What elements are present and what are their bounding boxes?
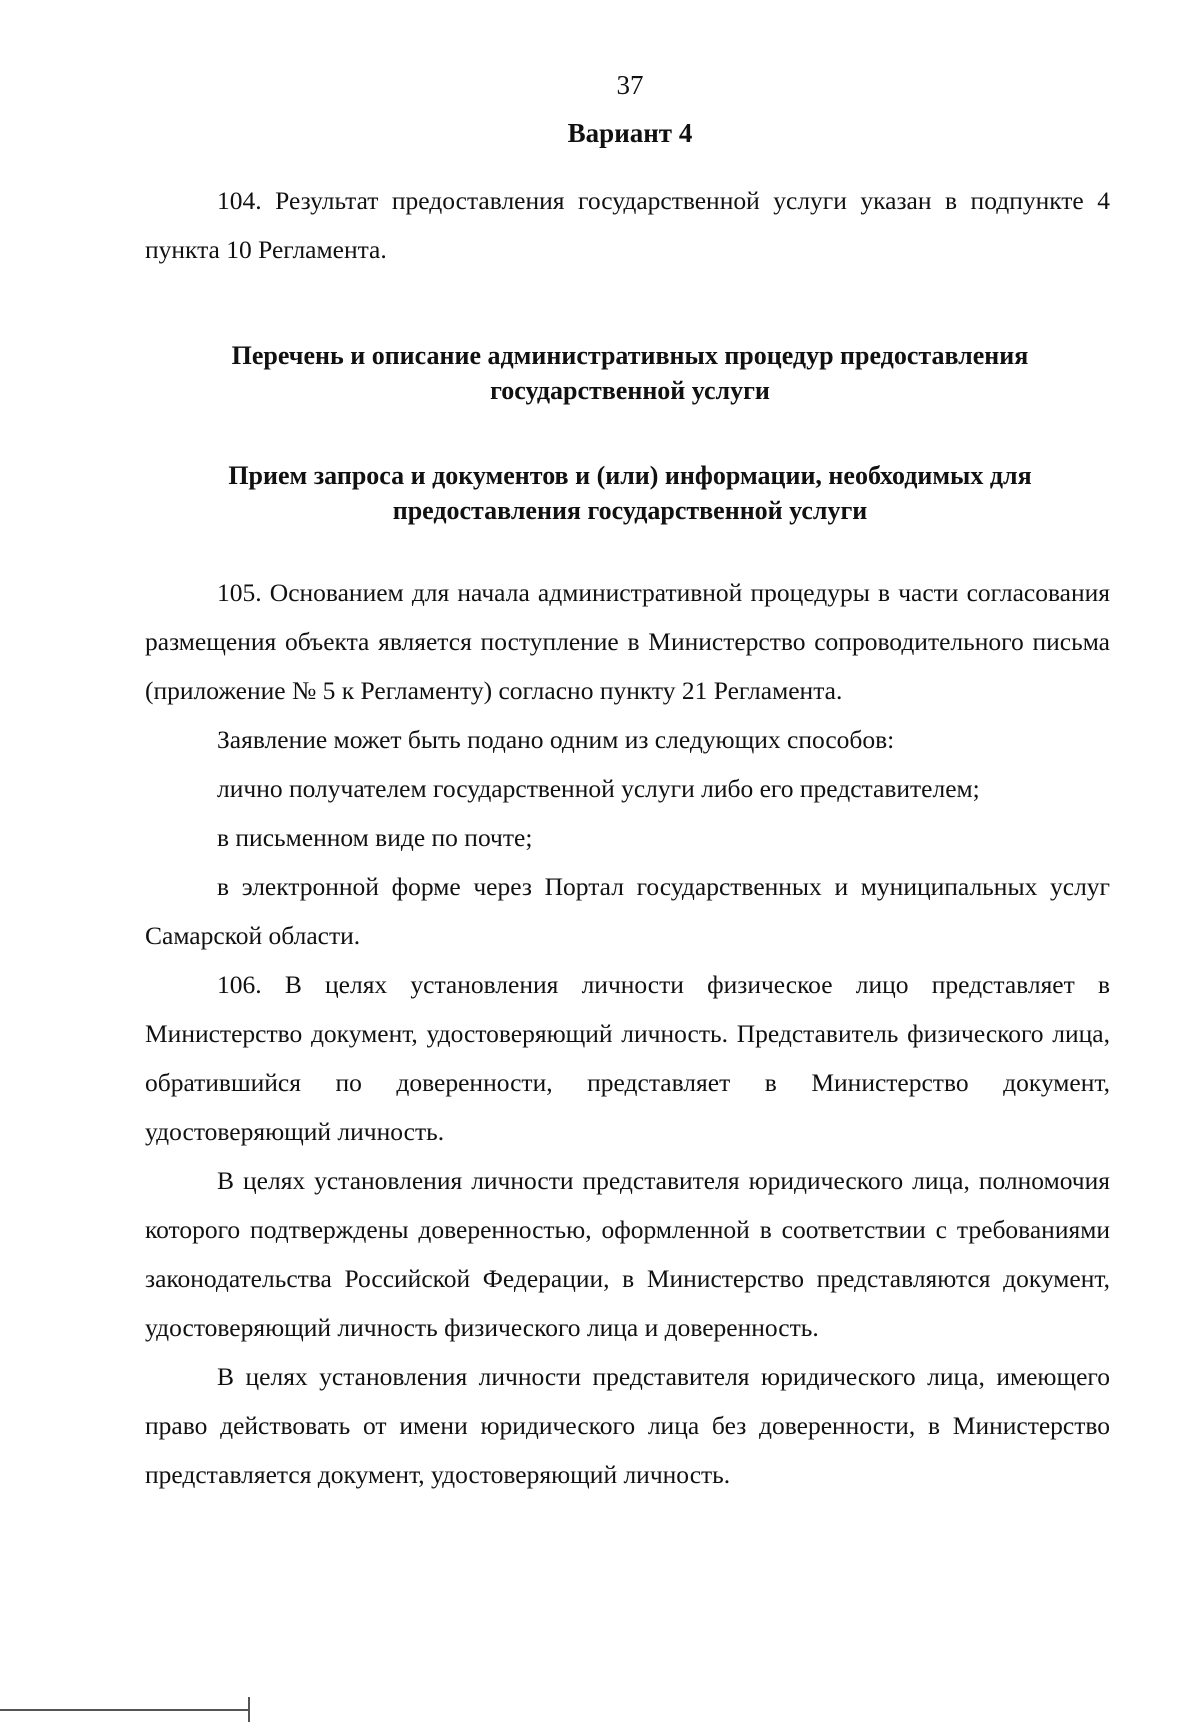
heading-procedures bbox=[140, 338, 1120, 408]
paragraph-106: 106. В целях установления личности физическое лицо представляет в Министерство документ, удостоверяющий личность. Представитель физического лица, обратившийся по доверенности, представляет в Министерство документ, удостоверяющий личность. bbox=[145, 970, 1110, 1146]
heading-request-intake-line1: Прием запроса и документов и (или) информации, необходимых для bbox=[228, 461, 1032, 490]
paragraph-104: 104. Результат предоставления государственной услуги указан в подпункте 4 пункта 10 Регламента. bbox=[145, 186, 1110, 264]
footer-tick bbox=[248, 1697, 250, 1722]
paragraph-legal-entity-proxy: В целях установления личности представителя юридического лица, полномочия которого подтверждены доверенностью, оформленной в соответствии с требованиями законодательства Российской Федерации, в Министерство представляются документ, удостоверяющий личность физического лица и доверенность. bbox=[145, 1166, 1110, 1342]
heading-procedures-line1: Перечень и описание административных процедур предоставления bbox=[231, 341, 1029, 370]
footer-rule bbox=[0, 1709, 248, 1711]
page-number: 37 bbox=[616, 70, 644, 100]
paragraph-method-electronic: в электронной форме через Портал государственных и муниципальных услуг Самарской области. bbox=[145, 872, 1110, 950]
heading-request-intake-line2: предоставления государственной услуги bbox=[392, 496, 868, 525]
variant-title: Вариант 4 bbox=[567, 118, 693, 148]
paragraph-legal-entity-no-proxy: В целях установления личности представителя юридического лица, имеющего право действовать от имени юридического лица без доверенности, в Министерство представляется документ, удостоверяющий личность. bbox=[145, 1362, 1110, 1489]
paragraph-submission-methods: Заявление может быть подано одним из следующих способов: bbox=[217, 725, 895, 754]
heading-request-intake bbox=[140, 458, 1120, 528]
paragraph-method-mail: в письменном виде по почте; bbox=[217, 823, 533, 852]
paragraph-105: 105. Основанием для начала административной процедуры в части согласования размещения объекта является поступление в Министерство сопроводительного письма (приложение № 5 к Регламенту) согласно пункту 21 Регламента. bbox=[145, 578, 1110, 705]
body-text bbox=[145, 568, 1110, 1499]
heading-procedures-line2: государственной услуги bbox=[490, 376, 770, 405]
section-104 bbox=[145, 176, 1110, 274]
paragraph-method-in-person: лично получателем государственной услуги либо его представителем; bbox=[217, 774, 980, 803]
